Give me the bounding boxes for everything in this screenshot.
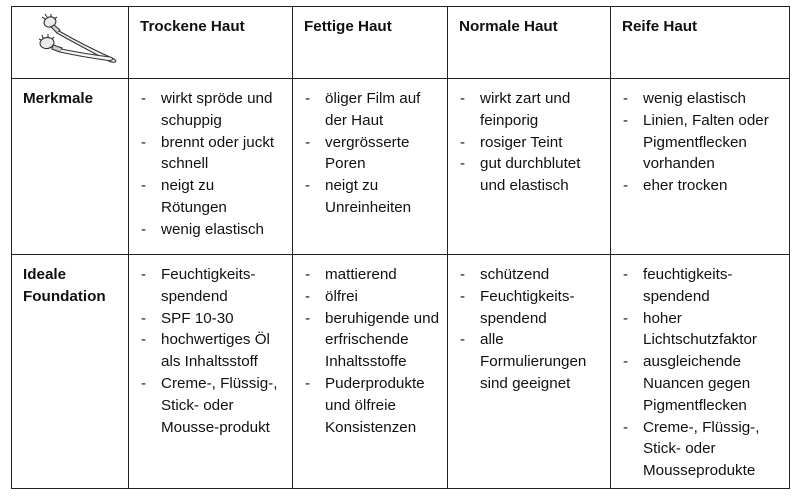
list-item: - Creme-, Flüssig-, Stick- oder Mousse-produkt (140, 373, 284, 438)
list-item: - wenig elastisch (622, 88, 781, 110)
cell-merkmale-reife-haut (611, 79, 790, 255)
column-header-trockene-haut: Trockene Haut (129, 7, 293, 79)
list-item: - brennt oder juckt schnell (140, 132, 284, 176)
header-row (12, 7, 790, 79)
list-item: - neigt zu Unreinheiten (304, 175, 439, 219)
list-item: - Puderprodukte und ölfreie Konsistenzen (304, 373, 439, 438)
row-label-merkmale (12, 79, 129, 255)
list-item: - Feuchtigkeits-spendend (140, 264, 284, 308)
table-row-merkmale (12, 79, 790, 255)
list-item: - Feuchtigkeits-spendend (459, 286, 602, 330)
list-item: - neigt zu Rötungen (140, 175, 284, 219)
list-item: - schützend (459, 264, 602, 286)
list-item: - mattierend (304, 264, 439, 286)
skin-type-table (11, 6, 790, 489)
list-item: - öliger Film auf der Haut (304, 88, 439, 132)
list-item: - wirkt zart und feinporig (459, 88, 602, 132)
cell-foundation-trockene-haut (129, 255, 293, 489)
row-label-line: Foundation (23, 287, 106, 305)
list-item: - wirkt spröde und schuppig (140, 88, 284, 132)
list-item: - beruhigende und erfrischende Inhaltsstoffe (304, 308, 439, 373)
cell-foundation-reife-haut (611, 255, 790, 489)
list-item: - rosiger Teint (459, 132, 602, 154)
makeup-brushes-icon (38, 13, 120, 65)
list-item: - vergrösserte Poren (304, 132, 439, 176)
makeup-brushes-cell (12, 7, 129, 79)
column-header-normale-haut: Normale Haut (448, 7, 611, 79)
list-item: - Linien, Falten oder Pigmentflecken vorhanden (622, 110, 781, 175)
column-header-reife-haut: Reife Haut (611, 7, 790, 79)
list-item: - hochwertiges Öl als Inhaltsstoff (140, 329, 284, 373)
list-item: - SPF 10-30 (140, 308, 284, 330)
cell-merkmale-trockene-haut (129, 79, 293, 255)
list-item: - Creme-, Flüssig-, Stick- oder Mousseprodukte (622, 417, 781, 482)
table-row-ideale-foundation (12, 255, 790, 489)
list-item: - gut durchblutet und elastisch (459, 153, 602, 197)
list-item: - hoher Lichtschutzfaktor (622, 308, 781, 352)
list-item: - ölfrei (304, 286, 439, 308)
row-label-line: Ideale (23, 266, 67, 283)
cell-merkmale-normale-haut (448, 79, 611, 255)
cell-foundation-fettige-haut (293, 255, 448, 489)
row-label-ideale-foundation (12, 255, 129, 489)
cell-foundation-normale-haut (448, 255, 611, 489)
column-header-fettige-haut: Fettige Haut (293, 7, 448, 79)
list-item: - wenig elastisch (140, 219, 284, 241)
list-item: - ausgleichende Nuancen gegen Pigmentflecken (622, 351, 781, 416)
list-item: - feuchtigkeits-spendend (622, 264, 781, 308)
list-item: - alle Formulierungen sind geeignet (459, 329, 602, 394)
list-item: - eher trocken (622, 175, 781, 197)
cell-merkmale-fettige-haut (293, 79, 448, 255)
row-label-text: Merkmale (23, 90, 94, 107)
